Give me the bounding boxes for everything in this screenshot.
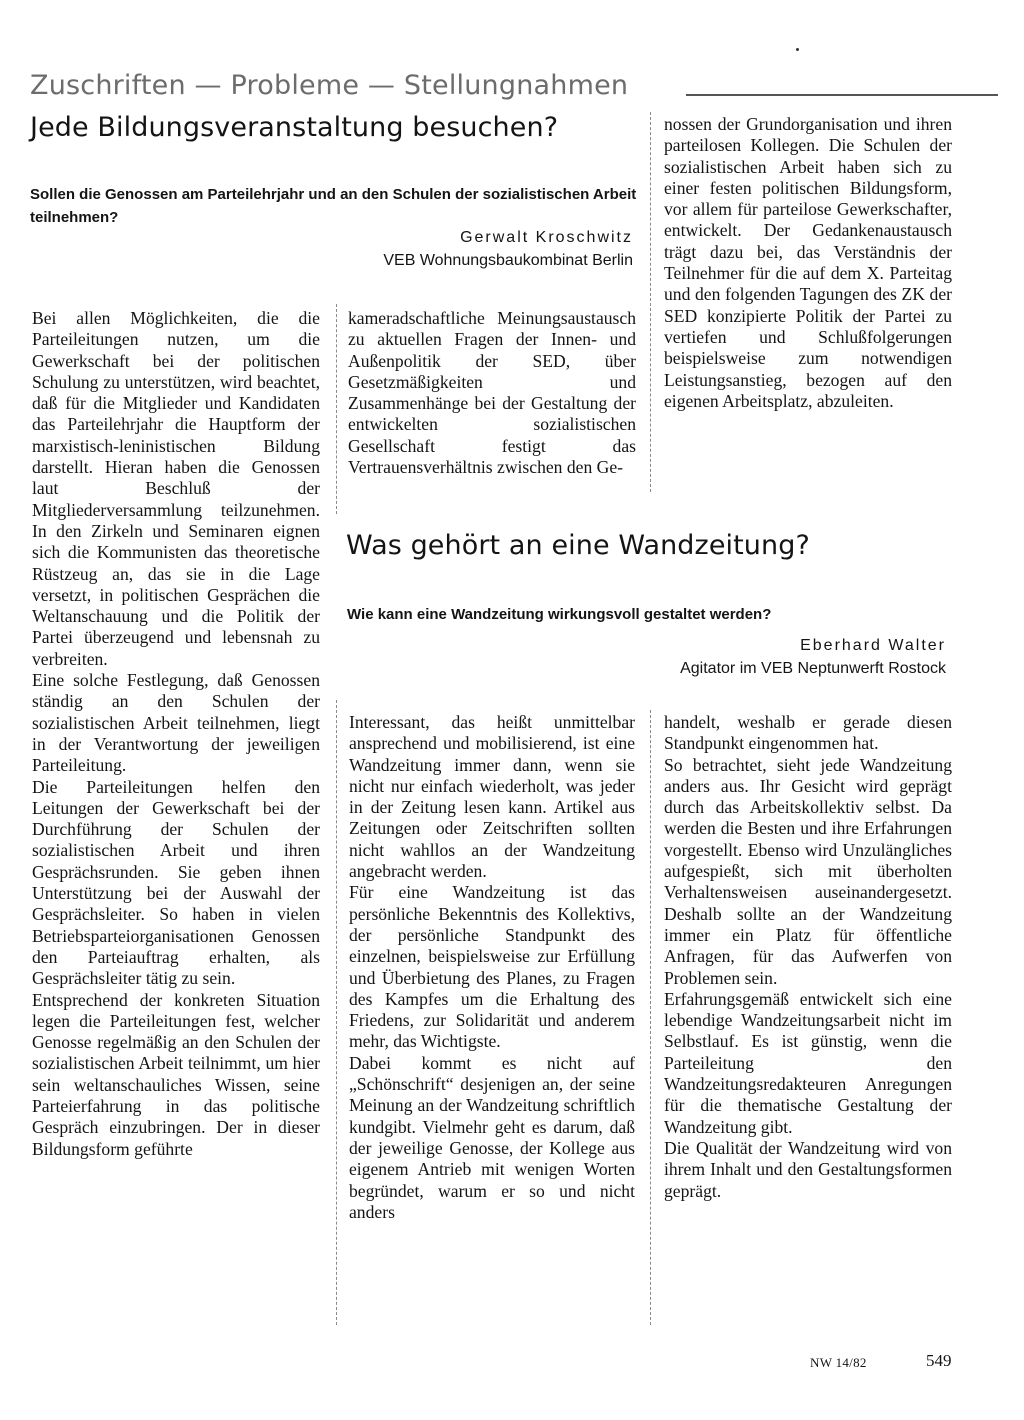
article2-paragraph: handelt, weshalb er gerade diesen Standpunkt eingenommen hat. [664, 712, 952, 754]
page-number: 549 [926, 1351, 952, 1370]
article2-paragraph: So betrachtet, sieht jede Wandzeitung anders aus. Ihr Gesicht wird geprägt durch das Arbeitskollektiv selbst. Da werden die Besten und ihre Erfahrungen vorgestellt. Ebenso wird Unzulängliches aufgespießt, sich mit überholten Verhaltensweisen auseinandergesetzt. Deshalb sollte an der Wandzeitung immer ein Platz für öffentliche Anfragen, für das Aufwerfen von Problemen sein. [664, 754, 952, 988]
article1-column-2 [348, 308, 636, 478]
article1-paragraph: Die Parteileitungen helfen den Leitungen der Gewerkschaft bei der Durchführung der Schulen der sozialistischen Arbeit und ihren Gesprächsrunden. Sie geben ihnen Unterstützung bei der Auswahl der Gesprächsleiter. So haben in vielen Betriebsparteiorganisationen Genossen den Parteiauftrag erhalten, als Gesprächsleiter tätig zu sein. [32, 776, 320, 989]
article2-lead: Wie kann eine Wandzeitung wirkungsvoll gestaltet werden? [347, 606, 772, 623]
article2-column-2 [664, 712, 952, 1202]
article1-paragraph: Bei allen Möglichkeiten, die die Parteileitungen nutzen, um die Gewerkschaft bei der politischen Schulung zu unterstützen, wird beachtet, daß für die Mitglieder und Kandidaten das Parteilehrjahr die Hauptform der marxistisch-leninistischen Bildung darstellt. Hieran haben die Genossen laut Beschluß der Mitgliederversammlung teilzunehmen. In den Zirkeln und Seminaren eignen sich die Kommunisten das theoretische Rüstzeug an, das sie in die Lage versetzt, in politischen Gesprächen die Weltanschauung und die Politik der Partei überzeugend und lebensnah zu verbreiten. [32, 308, 320, 669]
section-header: Zuschriften — Probleme — Stellungnahmen [30, 70, 629, 101]
article1-paragraph: kameradschaftliche Meinungsaustausch zu aktuellen Fragen der Innen- und Außenpolitik der SED, über Gesetzmäßigkeiten und Zusammenhänge bei der Gestaltung der entwickelten sozialistischen Gesellschaft festigt das Vertrauensverhältnis zwischen den Ge- [348, 308, 636, 478]
article1-lead: Sollen die Genossen am Parteilehrjahr und an den Schulen der sozialistischen Arbeit teilnehmen? [30, 186, 637, 226]
article1-column-1 [32, 308, 320, 1160]
column-divider [336, 700, 337, 1325]
article1-author-name: Gerwalt Kroschwitz [460, 229, 633, 246]
article1-column-3 [664, 114, 952, 412]
article1-paragraph: nossen der Grundorganisation und ihren parteilosen Kollegen. Die Schulen der sozialistischen Arbeit haben sich zu einer festen politischen Bildungsform, vor allem für parteilose Gewerkschafter, entwickelt. Der Gedankenaustausch trägt dazu bei, das Verständnis der Teilnehmer für die auf dem X. Parteitag und den folgenden Tagungen des ZK der SED konzipierte Politik der Partei zu vertiefen und Schlußfolgerungen beispielsweise zum notwendigen Leistungsanstieg, bezogen auf den eigenen Arbeitsplatz, abzuleiten. [664, 114, 952, 411]
article2-title: Was gehört an eine Wandzeitung? [346, 530, 810, 561]
article2-paragraph: Interessant, das heißt unmittelbar ansprechend und mobilisierend, ist eine Wandzeitung immer dann, wenn sie nicht nur einfach wiederholt, was jeder in der Zeitung lesen kann. Artikel aus Zeitungen oder Zeitschriften sollten nicht wahllos an der Wandzeitung angebracht werden. [349, 712, 635, 882]
section-header-rule [686, 94, 998, 96]
article1-paragraph: Eine solche Festlegung, daß Genossen ständig an den Schulen der sozialistischen Arbeit teilnehmen, liegt in der Verantwortung der jeweiligen Parteileitung. [32, 670, 320, 776]
issue-code: NW 14/82 [810, 1355, 867, 1370]
article2-byline [600, 634, 946, 680]
article2-author-org: Agitator im VEB Neptunwerft Rostock [680, 660, 946, 677]
column-divider [650, 112, 651, 492]
print-speck [796, 48, 799, 51]
article2-column-1 [349, 712, 635, 1223]
article1-title: Jede Bildungsveranstaltung besuchen? [30, 112, 559, 143]
article2-paragraph: Dabei kommt es nicht auf „Schönschrift“ desjenigen an, der seine Meinung an der Wandzeitung schriftlich kundgibt. Vielmehr geht es darum, daß der jeweilige Genosse, der Kollege aus eigenem Antrieb mit wenigen Worten begründet, warum er so und nicht anders [349, 1052, 635, 1222]
article1-paragraph: Entsprechend der konkreten Situation legen die Parteileitungen fest, welcher Genosse regelmäßig an den Schulen der sozialistischen Arbeit teilnimmt, um hier sein weltanschauliches Wissen, seine Parteierfahrung in das politische Gespräch einzubringen. Der in dieser Bildungsform geführte [32, 989, 320, 1159]
column-divider [650, 710, 651, 1325]
article2-paragraph: Die Qualität der Wandzeitung wird von ihrem Inhalt und den Gestaltungsformen geprägt. [664, 1137, 952, 1201]
article1-author-org: VEB Wohnungsbaukombinat Berlin [383, 252, 633, 269]
article2-author-name: Eberhard Walter [800, 637, 946, 654]
column-divider [336, 304, 337, 514]
article1-byline [300, 226, 633, 272]
article2-paragraph: Für eine Wandzeitung ist das persönliche Bekenntnis des Kollektivs, der persönliche Standpunkt des einzelnen, beispielsweise zur Erfüllung und Überbietung des Planes, zu Fragen des Kampfes um die Erhaltung des Friedens, zur Solidarität und anderem mehr, das Wichtigste. [349, 882, 635, 1052]
article2-paragraph: Erfahrungsgemäß entwickelt sich eine lebendige Wandzeitungsarbeit nicht im Selbstlauf. Es ist günstig, wenn die Parteileitung den Wandzeitungsredakteuren Anregungen für die thematische Gestaltung der Wandzeitung gibt. [664, 988, 952, 1137]
